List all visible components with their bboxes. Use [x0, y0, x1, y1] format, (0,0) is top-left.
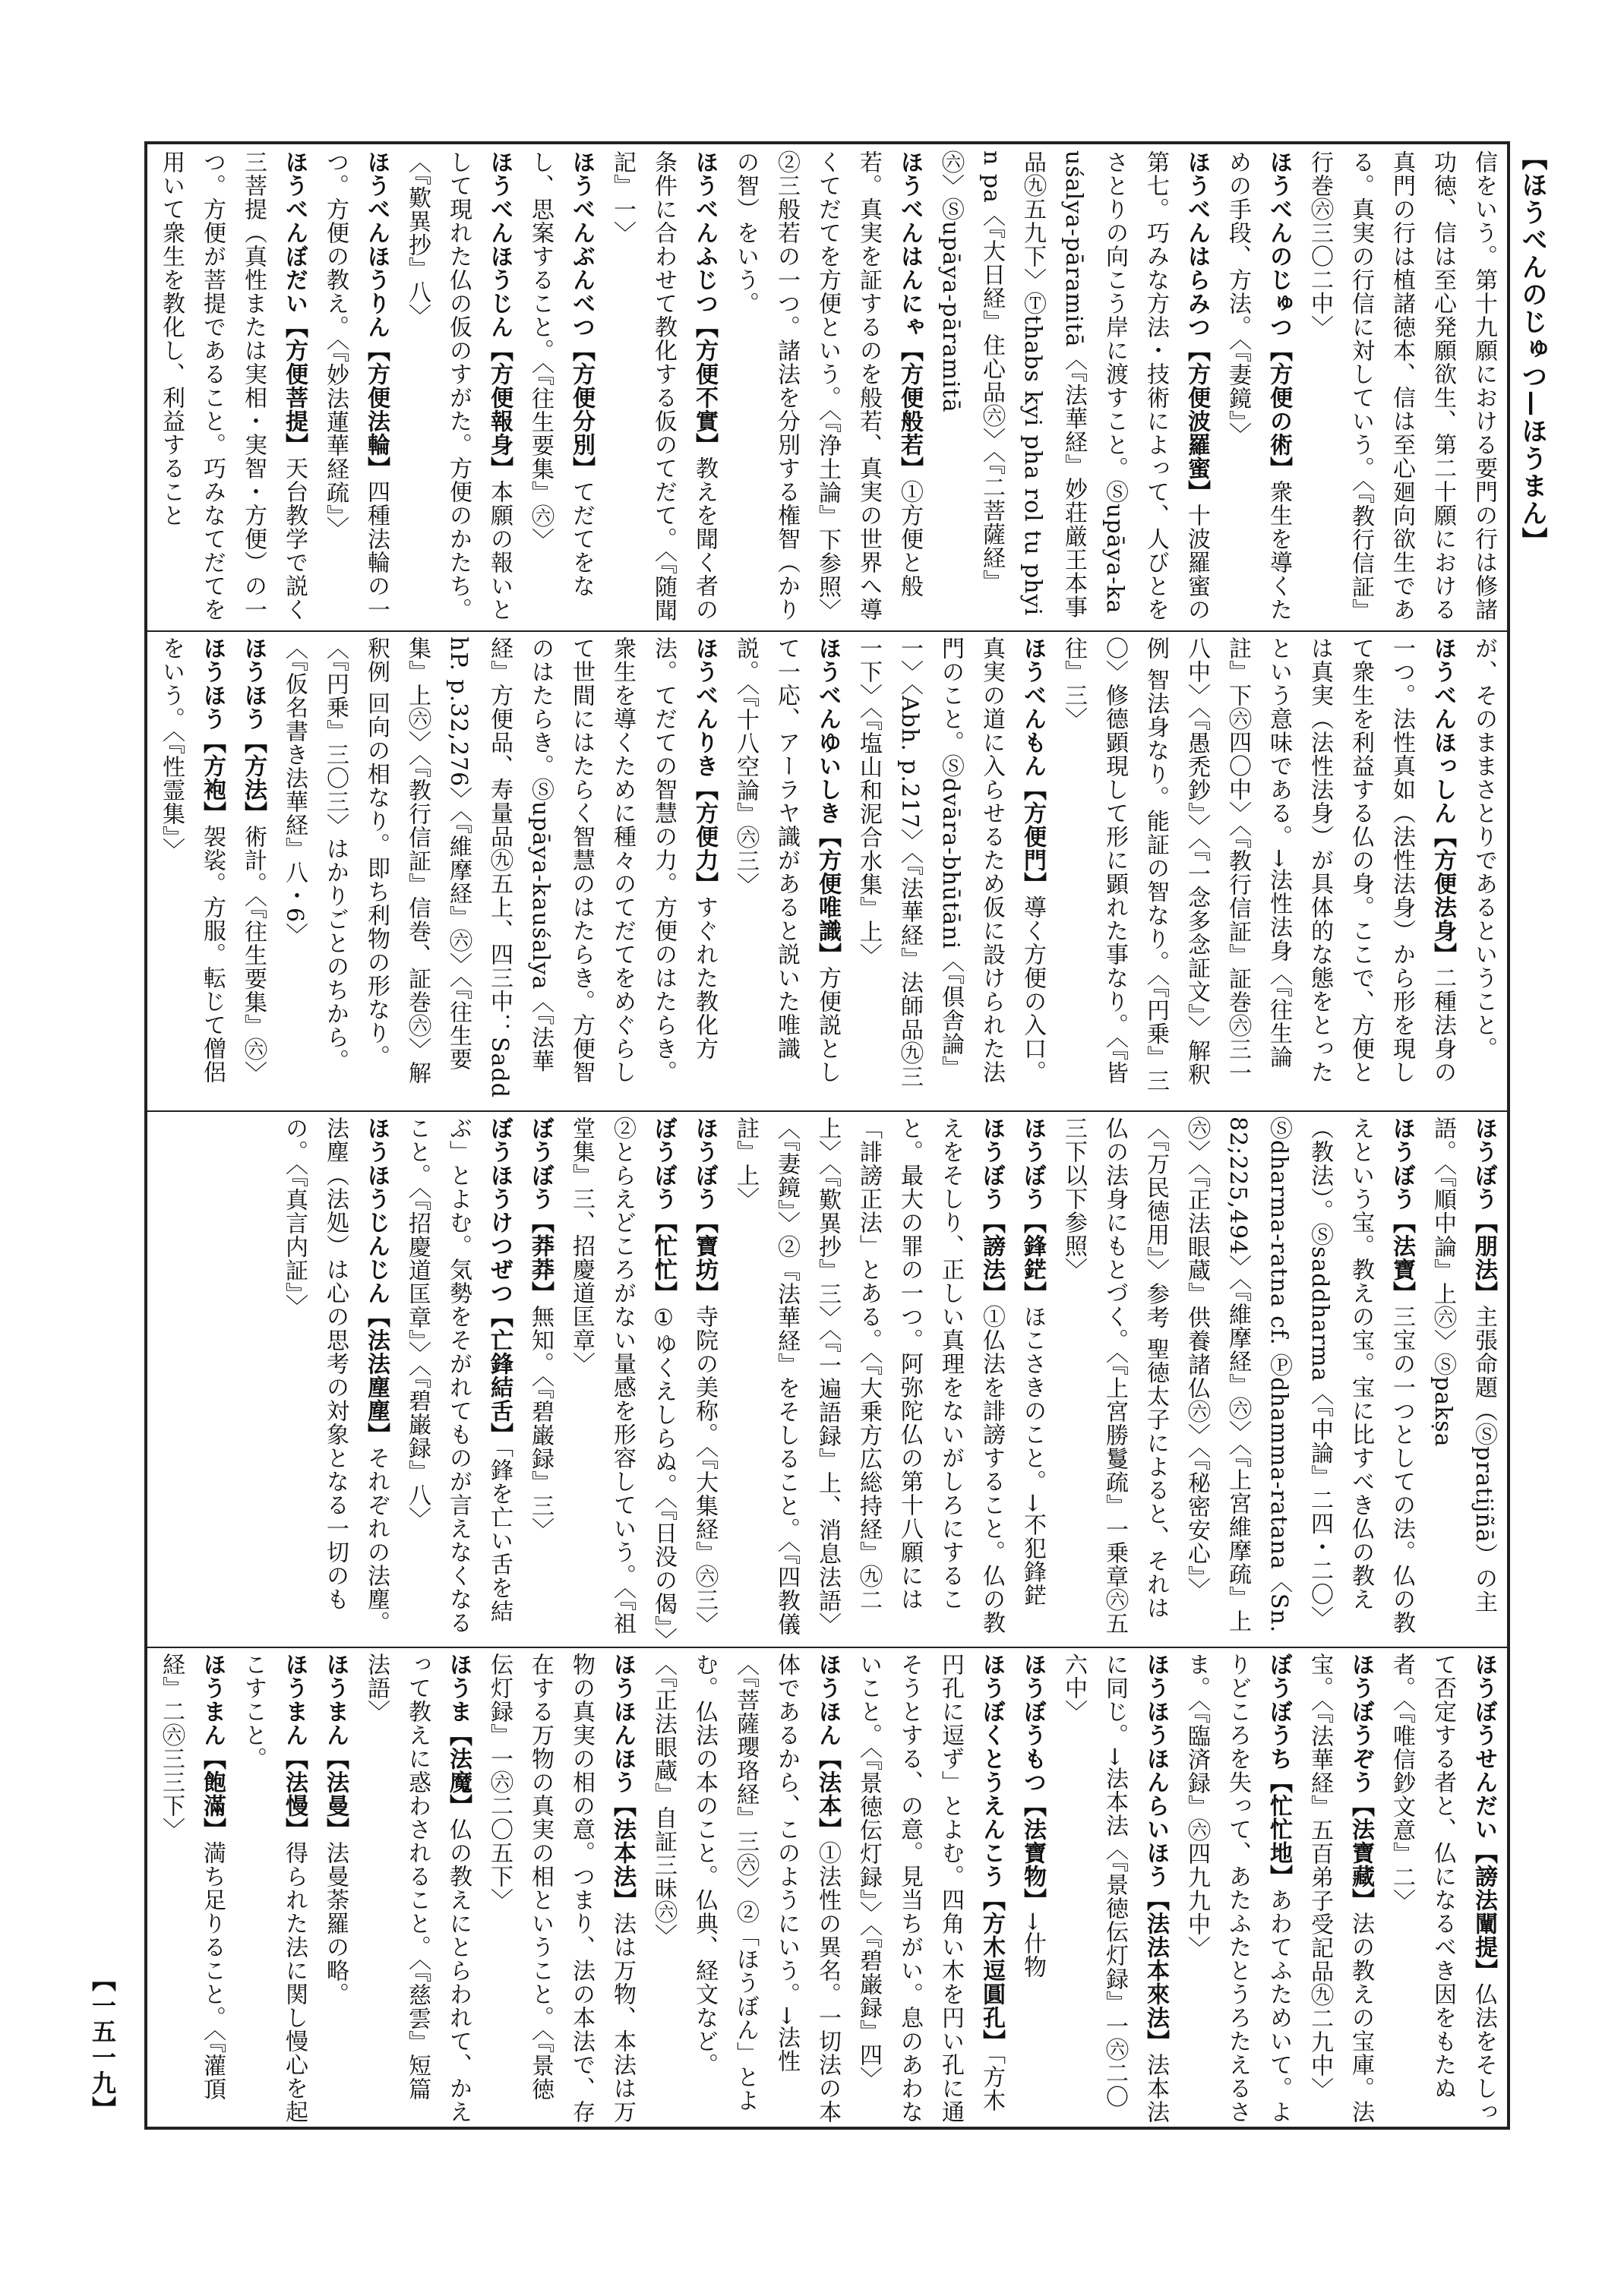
entry-definition: 十波羅蜜の第七。巧みな方法・技術によって、人びとをさとりの向こう岸に渡すこと。Ⓢupāya-kauśalya-pāramitā〈『法華経』妙荘厳王本事品㊈五九下〉Ⓣthabs kyi pha rol tu phyin pa〈『大日経』住心品㊅〉〈『二菩薩経』㊅〉Ⓢupāya-pāramitā	[937, 150, 1210, 621]
dictionary-entry	[561, 1116, 684, 1641]
dictionary-entry	[152, 150, 314, 623]
entry-definition: ①法性の異名。一切法の本体であるから、このようにいう。→法性〈『菩薩瓔珞経』三㊅〉②「ほうぼん」とよむ。仏法の本のこと。仏典、経文など。〈『正法眼蔵』自証三昧㊅〉	[650, 1653, 841, 2124]
entry-headword: ほうぼう【鋒鋩】	[1019, 1116, 1046, 1305]
dictionary-entry	[1012, 1653, 1053, 2124]
continuation-text: 信をいう。第十九願における要門の行は修諸功徳、信は至心発願欲生、第二十願における真門の行は植諸徳本、信は至心廻向欲生である。真実の行信に対していう。〈『教行信証』行巻㊅三〇二中〉	[1306, 150, 1497, 622]
dictionary-entry	[1422, 1116, 1504, 1641]
entry-headword: ほうぼうもつ【法寶物】	[1019, 1653, 1046, 1912]
dictionary-entry	[520, 1116, 561, 1641]
entry-headword: ほうべんゆいしき【方便唯識】	[814, 636, 841, 966]
entry-definition: 三宝の一つとしての法。仏の教えという宝。教えの宝。宝に比すべき仏の教え（教法）。Ⓢsaddharma〈『中論』二四・二〇〉Ⓢdharma-ratna cf. Ⓟdhamma-ratana〈Sn. 82;225,494〉〈『維摩経』㊅〉〈『上宮維摩疏』上㊅〉〈『正法眼蔵』供養諸仏㊅〉〈『秘密安心』〉〈『万民徳用』〉参考 聖徳太子によると、それは仏の法身にもとづく。〈『上宮勝鬘疏』一乗章㊅五三下以下参照〉	[1060, 1116, 1415, 1635]
entry-headword: ほうほう【方袍】	[199, 636, 226, 825]
entry-definition: 仏の教えにとらわれて、かえって教えに惑わされること。〈『慈雲』短篇法語〉	[363, 1653, 472, 2124]
dictionary-entry	[273, 636, 725, 1104]
page-number: 【一五一九】	[88, 1967, 117, 2122]
dictionary-entry	[602, 150, 725, 623]
dictionary-entry	[725, 150, 930, 623]
entry-headword: ほうほん【法本】	[814, 1653, 841, 1841]
entry-headword: ほうべんふじつ【方便不實】	[691, 150, 718, 456]
entry-headword: ほうほうじんじん【法法塵塵】	[363, 1116, 390, 1446]
entry-definition: すぐれた教化方法。てだての智慧の力。方便のはたらき。衆生を導くために種々のてだてをめぐらして世間にはたらく智慧のはたらき。方便智のはたらき。Ⓢupāya-kauśalya〈『法華経』方便品、寿量品㊈五上、四三中：SaddhP. p.32,276〉〈『維摩経』㊅〉〈『往生要集』上㊅〉〈『教行信証』信巻、証巻㊅〉解釈例 回向の相なり。即ち利物の形なり。〈『円乗』三〇三〉はかりごとのちから。〈『仮名書き法華経』八・6〉	[281, 636, 718, 1098]
entry-headword: ほうぼう【朋法】	[1471, 1116, 1497, 1305]
entry-headword: ほうべんりき【方便力】	[691, 636, 718, 895]
entry-headword: ほうべんはらみつ【方便波羅蜜】	[1183, 150, 1210, 504]
dictionary-entry	[314, 1653, 355, 2124]
entry-headword: ほうぼう【寶坊】	[691, 1116, 718, 1305]
entry-definition: 導く方便の入口。真実の道に入らせるため仮に設けられた法門のこと。Ⓢdvāra-bhūtāni〈『倶舎論』一〉〈Abh. p.217〉〈『法華経』法師品㊈三一下〉〈『塩山和泥合水集』上〉	[855, 636, 1046, 1089]
dictionary-entry	[643, 1653, 848, 2124]
dictionary-entry	[1012, 1116, 1053, 1641]
entry-definition: 法の教えの宝庫。法宝。〈『法華経』五百弟子受記品㊈二九中〉	[1306, 1653, 1374, 2124]
entry-headword: ほうべんはんにゃ【方便般若】	[896, 150, 923, 480]
entry-headword: ほうべんほっしん【方便法身】	[1430, 636, 1456, 966]
dictionary-entry	[479, 1653, 643, 2124]
entry-definition: 法曼荼羅の略。	[322, 1841, 349, 2006]
entry-headword: ほうべんのじゅつ【方便の術】	[1265, 150, 1292, 480]
dictionary-entry	[1053, 1653, 1176, 2124]
dictionary-entry	[152, 1653, 232, 2124]
dictionary-entry	[684, 1116, 725, 1641]
entry-definition: 仏法をそしって否定する者と、仏になるべき因をもたぬ者。〈『唯信鈔文意』二〉	[1389, 1653, 1497, 2124]
dictionary-entry	[314, 150, 397, 623]
dictionary-entry	[355, 1653, 479, 2124]
entry-headword: ほうほうほんらいほう【法法本來法】	[1142, 1653, 1169, 2053]
entry-definition: 二種法身の一つ。法性真如（法性法身）から形を現して衆生を利益する仏の身。ここで、方便とは真実（法性法身）が具体的な態をとったという意味である。→法性法身〈『往生論註』下㊅四〇中〉〈『教行信証』証巻㊅三一八中〉〈『愚禿鈔』〉〈『一念多念証文』〉解釈例 智法身なり。能証の智なり。〈『円乗』三〇〉修德顕現して形に顕れた事なり。〈『皆往』三〉	[1060, 636, 1456, 1093]
entry-definition: 方便説として一応、アーラヤ識があると説いた唯識説。〈『十八空論』㊅三〉	[732, 636, 841, 1084]
dictionary-entry	[725, 636, 848, 1104]
entry-definition: ほこさきのこと。→不犯鋒鋩	[1019, 1305, 1046, 1608]
entry-definition: 本願の報いとして現れた仏の仮のすがた。方便のかたち。〈『歎異抄』八〉	[404, 150, 513, 621]
entry-headword: ほうぼう【謗法】	[978, 1116, 1005, 1305]
entry-headword: ほうほう【方法】	[240, 636, 267, 825]
entry-headword: ほうべんぶんべつ【方便分別】	[568, 150, 595, 480]
dictionary-entry	[1381, 1653, 1504, 2124]
entry-headword: ほうぼくとうえんこう【方木逗圓孔】	[978, 1653, 1005, 2053]
entry-definition: 四種法輪の一つ。方便の教え。〈『妙法蓮華経疏』〉	[322, 150, 390, 621]
dictionary-entry	[930, 150, 1217, 623]
dictionary-entry	[1299, 1653, 1381, 2124]
entry-definition: 主張命題（Ⓢpratijñā）の主語。〈『順中論』上㊅〉Ⓢpakṣa	[1430, 1116, 1497, 1614]
tier-divider-3	[144, 1647, 1510, 1648]
entry-headword: ほうべんほうじん【方便報身】	[486, 150, 513, 480]
entry-headword: ほうまん【法慢】	[281, 1653, 308, 1841]
dictionary-entry	[152, 636, 232, 1104]
entry-definition: 天台教学で説く三菩提（真性または実相・実智・方便）の一つ。方便が菩提であること。巧みなてだてを用いて衆生を教化し、利益すること	[158, 150, 308, 621]
continuation-text: が、そのままさとりであるということ。	[1471, 636, 1497, 1060]
entry-headword: ほうまん【法曼】	[322, 1653, 349, 1841]
tier-divider-1	[144, 630, 1510, 632]
entry-headword: ほうべんもん【方便門】	[1019, 636, 1046, 895]
entry-headword: ほうま【法魔】	[445, 1653, 472, 1818]
dictionary-entry	[397, 150, 520, 623]
entry-definition: それぞれの法塵。法塵（法処）は心の思考の対象となる一切のもの。〈『真言内証』〉	[281, 1116, 390, 1634]
entry-headword: ほうべんぼだい【方便菩提】	[281, 150, 308, 456]
entry-definition: 術計。〈『往生要集』㊅〉	[240, 825, 267, 1085]
entry-headword: ぼうぼう【忙忙】	[650, 1116, 677, 1305]
dictionary-entry	[1217, 150, 1299, 623]
entry-definition: ①ゆくえしらぬ。〈『日没の偈』〉②とらえどころがない量感を形容していう。〈『祖堂集』三、招慶道匡章〉	[568, 1116, 677, 1640]
dictionary-entry	[273, 1116, 397, 1641]
entry-definition: 法本法に同じ。→法本法〈『景徳伝灯録』一㊅二〇六中〉	[1060, 1653, 1169, 2124]
entry-definition: てだてをなし、思案すること。〈『往生要集』㊅〉	[527, 150, 595, 598]
entry-definition: ①方便と般若。真実を証するのを般若、真実の世界へ導くてだてを方便という。〈『浄土論』下参照〉②三般若の一つ。諸法を分別する権智（かりの智）をいう。	[732, 150, 923, 622]
dictionary-entry	[1053, 636, 1463, 1104]
entry-definition: ①仏法を誹謗すること。仏の教えをそしり、正しい真理をないがしろにすること。最大の罪の一つ。阿弥陀仏の第十八願には「誹謗正法」とある。〈『大乗方広総持経』㊈二上〉〈『歎異抄』三〉〈『一遍語録』上、消息法語〉〈『妻鏡』〉②『法華経』をそしること。〈『四教儀註』上〉	[732, 1116, 1005, 1636]
dictionary-entry	[848, 636, 1053, 1104]
entry-headword: ほうほんほう【法本法】	[609, 1653, 636, 1912]
entry-headword: ぼうぼうち【忙忙地】	[1265, 1653, 1292, 1888]
entry-definition: 袈裟。方服。転じて僧侶をいう。〈『性霊集』〉	[158, 636, 226, 1084]
entry-definition: あわてふためいて。よりどころを失って、あたふたとうろたえるさま。〈『臨済録』㊅四九九中〉	[1183, 1653, 1292, 2124]
entry-headword: ぼうほうけつぜつ【亡鋒結舌】	[486, 1116, 513, 1446]
entry-headword: ほうぼう【法寶】	[1389, 1116, 1415, 1305]
tier-4	[152, 1653, 1504, 2124]
tier-1	[152, 150, 1504, 623]
dictionary-entry	[232, 636, 273, 1104]
dictionary-entry	[725, 1116, 1012, 1641]
entry-headword: ほうぼうせんだい【謗法闡提】	[1471, 1653, 1497, 1982]
entry-headword: ぼうぼう【莽莽】	[527, 1116, 554, 1305]
entry-headword: ほうまん【飽滿】	[199, 1653, 226, 1841]
dictionary-entry	[232, 1653, 314, 2124]
entry-definition: →什物	[1019, 1912, 1046, 1979]
dictionary-entry	[520, 150, 602, 623]
entry-definition: 「方木円孔に逗ず」とよむ。四角い木を円い孔に通そうとする、の意。見当ちがい。息のあわないこと。〈『景徳伝灯録』〉〈『碧巌録』四〉	[855, 1653, 1005, 2124]
entry-headword: ほうべんほうりん【方便法輪】	[363, 150, 390, 480]
entry-definition: 寺院の美称。〈『大集経』㊅三〉	[691, 1305, 718, 1635]
running-head: 【ほうべんのじゅつ—ほうまん】	[1517, 144, 1547, 554]
entry-definition: 得られた法に関し慢心を起こすこと。	[240, 1653, 308, 2124]
tier-2	[152, 636, 1504, 1104]
tier-divider-2	[144, 1110, 1510, 1112]
entry-definition: 満ち足りること。〈『灌頂経』二㊅三三下〉	[158, 1653, 226, 2101]
dictionary-entry	[397, 1116, 520, 1641]
entry-definition: 無知。〈『碧巌録』三〉	[527, 1305, 554, 1541]
entry-headword: ほうぼうぞう【法寶藏】	[1348, 1653, 1374, 1912]
entry-definition: 教えを聞く者の条件に合わせて教化する仮のてだて。〈『随聞記』一〉	[609, 150, 718, 622]
dictionary-entry	[1176, 1653, 1299, 2124]
entry-definition: 衆生を導くための手段、方法。〈『妻鏡』〉	[1224, 150, 1292, 621]
dictionary-entry	[1053, 1116, 1422, 1641]
entry-definition: 法は万物、本法は万物の真実の相の意。つまり、法の本法で、存在する万物の真実の相ということ。〈『景徳伝灯録』一㊅二〇五下〉	[486, 1653, 636, 2124]
dictionary-entry	[848, 1653, 1012, 2124]
entry-definition: 「鋒を亡い舌を結ぶ」とよむ。気勢をそがれてものが言えなくなること。〈『招慶道匡章』〉〈『碧巌録』八〉	[404, 1116, 513, 1634]
tier-3	[152, 1116, 1504, 1641]
